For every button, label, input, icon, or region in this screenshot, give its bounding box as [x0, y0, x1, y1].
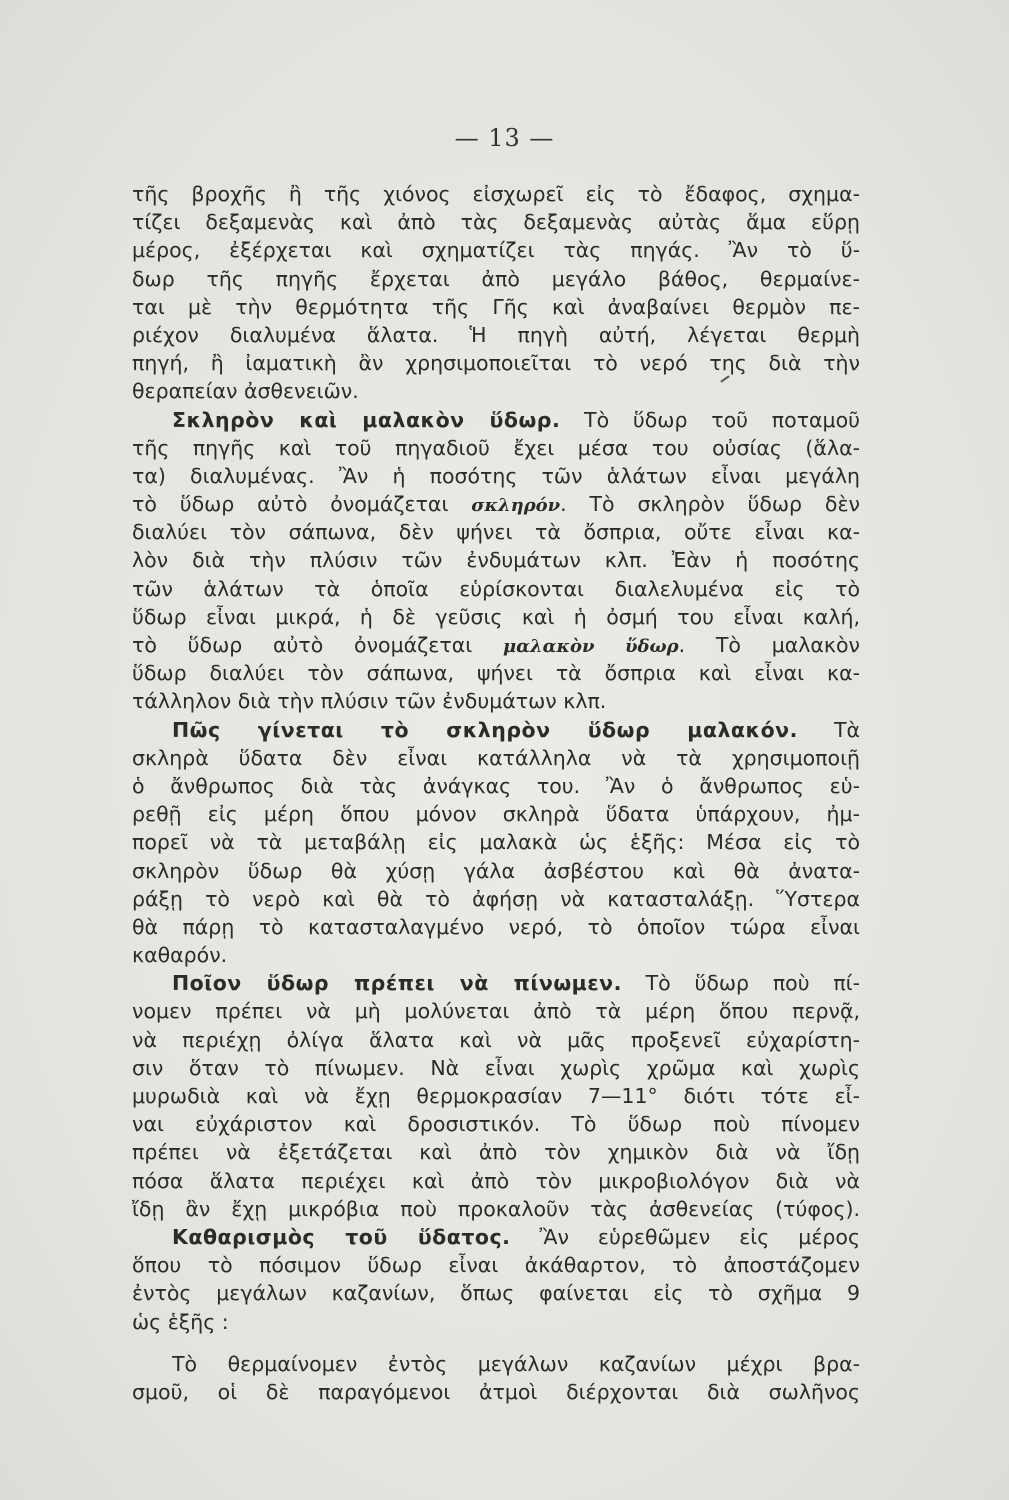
text-line: [132, 603, 860, 631]
text-line: [132, 236, 860, 264]
text-run: τὸ ὕδωρ αὐτὸ ὀνομάζεται: [132, 492, 472, 517]
text-run: θὰ πάρῃ τὸ κατασταλαγμένο νερό, τὸ ὁποῖον τώρα εἶναι: [132, 914, 860, 939]
section-heading: Καθαρισμὸς τοῦ ὕδατος.: [172, 1224, 511, 1249]
text-line: [132, 659, 860, 687]
text-run: ἐντὸς μεγάλων καζανίων, ὅπως φαίνεται εἰς τὸ σχῆμα 9: [132, 1281, 860, 1306]
section-heading: Σκληρὸν καὶ μαλακὸν ὕδωρ.: [172, 407, 561, 432]
text-line: [132, 744, 860, 772]
text-run: τάλληλον διὰ τὴν πλύσιν τῶν ἐνδυμάτων κλπ.: [132, 689, 607, 714]
paragraph-start-line: [132, 406, 860, 434]
text-run: μέρος, ἐξέρχεται καὶ σχηματίζει τὰς πηγάς. Ἂν τὸ ὕ-: [132, 238, 860, 263]
emphasized-term: σκληρόν: [471, 495, 561, 517]
text-run: θεραπείαν ἀσθενειῶν.: [132, 379, 359, 404]
body-text: [132, 180, 860, 1406]
text-line: [132, 1054, 860, 1082]
text-line: [132, 518, 860, 546]
page-number: — 13 —: [454, 124, 555, 152]
text-run: Τὸ ὕδωρ ποὺ πί-: [621, 971, 861, 996]
text-line: [132, 1378, 860, 1406]
text-run: σιν ὅταν τὸ πίνωμεν. Νὰ εἶναι χωρὶς χρῶμα καὶ χωρὶς: [132, 1055, 860, 1080]
text-run: ἴδῃ ἂν ἔχῃ μικρόβια ποὺ προκαλοῦν τὰς ἀσθενείας (τύφος).: [132, 1196, 860, 1221]
text-run: ναι εὐχάριστον καὶ δροσιστικόν. Τὸ ὕδωρ ποὺ πίνομεν: [132, 1112, 860, 1137]
emphasized-term: μαλακὸν ὕδωρ: [502, 636, 679, 657]
text-run: δωρ τῆς πηγῆς ἔρχεται ἀπὸ μεγάλο βάθος, θερμαίνε-: [132, 266, 860, 291]
text-run: διαλύει τὸν σάπωνα, δὲν ψήνει τὰ ὄσπρια, οὔτε εἶναι κα-: [132, 520, 860, 545]
text-line: [132, 828, 860, 856]
text-line: [132, 687, 860, 715]
text-line: [132, 575, 860, 603]
text-run: ριέχον διαλυμένα ἅλατα. Ἡ πηγὴ αὐτή, λέγεται θερμὴ: [132, 322, 860, 347]
text-run: τα) διαλυμένας. Ἂν ἡ ποσότης τῶν ἁλάτων εἶναι μεγάλη: [132, 463, 860, 488]
paragraph-start-line: [132, 1350, 860, 1378]
text-run: ὅπου τὸ πόσιμον ὕδωρ εἶναι ἀκάθαρτον, τὸ ἀποστάζομεν: [132, 1253, 860, 1278]
text-run: τῆς πηγῆς καὶ τοῦ πηγαδιοῦ ἔχει μέσα του οὐσίας (ἅλα-: [132, 435, 860, 460]
section-heading: Ποῖον ὕδωρ πρέπει νὰ πίνωμεν.: [172, 971, 622, 996]
text-line: [132, 1308, 860, 1336]
text-line: [132, 1167, 860, 1195]
text-run: . Τὸ μαλακὸν: [678, 633, 860, 657]
text-run: Ἂν εὑρεθῶμεν εἰς μέρος: [510, 1224, 860, 1249]
text-line: [132, 1110, 860, 1138]
text-line: [132, 1026, 860, 1054]
text-line: [132, 490, 860, 518]
text-line: [132, 434, 860, 462]
text-line: [132, 546, 860, 574]
text-run: ρεθῇ εἰς μέρη ὅπου μόνον σκληρὰ ὕδατα ὑπάρχουν, ἠμ-: [132, 802, 860, 827]
text-line: [132, 1138, 860, 1166]
text-line: [132, 1195, 860, 1223]
text-run: τῆς βροχῆς ἢ τῆς χιόνος εἰσχωρεῖ εἰς τὸ ἔδαφος, σχημα-: [132, 182, 860, 206]
text-run: τὸ ὕδωρ αὐτὸ ὀνομάζεται: [132, 633, 503, 657]
text-run: πόσα ἅλατα περιέχει καὶ ἀπὸ τὸν μικροβιολόγον διὰ νὰ: [132, 1168, 860, 1193]
text-line: [132, 321, 860, 349]
text-run: σμοῦ, οἱ δὲ παραγόμενοι ἀτμοὶ διέρχονται διὰ σωλῆνος: [132, 1379, 860, 1404]
text-run: σκληρὸν ὕδωρ θὰ χύσῃ γάλα ἀσβέστου καὶ θὰ ἀνατα-: [132, 858, 860, 883]
text-line: [132, 857, 860, 885]
text-run: ὁ ἄνθρωπος διὰ τὰς ἀνάγκας του. Ἂν ὁ ἄνθρωπος εὑ-: [132, 773, 860, 798]
text-line: [132, 997, 860, 1025]
text-line: [132, 377, 860, 405]
paragraph-start-line: [132, 969, 860, 997]
text-run: ται μὲ τὴν θερμότητα τῆς Γῆς καὶ ἀναβαίνει θερμὸν πε-: [132, 294, 860, 319]
text-run: πρέπει νὰ ἐξετάζεται καὶ ἀπὸ τὸν χημικὸν διὰ νὰ ἴδῃ: [132, 1140, 860, 1165]
text-line: [132, 941, 860, 969]
text-run: . Τὸ σκληρὸν ὕδωρ δὲν: [560, 492, 860, 517]
text-run: νομεν πρέπει νὰ μὴ μολύνεται ἀπὸ τὰ μέρη ὅπου περνᾷ,: [132, 999, 860, 1024]
text-line: [132, 913, 860, 941]
text-run: ράξῃ τὸ νερὸ καὶ θὰ τὸ ἀφήσῃ νὰ κατασταλάξῃ. Ὕστερα: [132, 886, 860, 911]
text-line: [132, 1279, 860, 1307]
text-run: τῶν ἁλάτων τὰ ὁποῖα εὑρίσκονται διαλελυμένα εἰς τὸ: [132, 576, 860, 601]
text-run: μυρωδιὰ καὶ νὰ ἔχῃ θερμοκρασίαν 7—11° διότι τότε εἶ-: [132, 1084, 860, 1108]
text-run: ὕδωρ εἶναι μικρά, ἡ δὲ γεῦσις καὶ ἡ ὀσμή του εἶναι καλή,: [132, 604, 860, 629]
paragraph-start-line: [132, 1223, 860, 1251]
text-run: ὡς ἑξῆς :: [132, 1309, 229, 1334]
text-line: [132, 208, 860, 236]
text-line: [132, 293, 860, 321]
paragraph-start-line: [132, 716, 860, 744]
text-line: [132, 265, 860, 293]
text-run: καθαρόν.: [132, 943, 228, 968]
text-line: [132, 800, 860, 828]
text-run: νὰ περιέχῃ ὀλίγα ἅλατα καὶ νὰ μᾶς προξενεῖ εὐχαρίστη-: [132, 1027, 860, 1052]
text-line: [132, 1251, 860, 1279]
text-line: [132, 462, 860, 490]
text-line: [132, 180, 860, 208]
text-run: Τὰ: [797, 717, 860, 742]
text-line: [132, 772, 860, 800]
text-line: [132, 349, 860, 377]
text-run: Τὸ ὕδωρ τοῦ ποταμοῦ: [560, 407, 860, 432]
text-run: ὕδωρ διαλύει τὸν σάπωνα, ψήνει τὰ ὄσπρια καὶ εἶναι κα-: [132, 661, 860, 686]
text-line: [132, 631, 860, 659]
text-line: [132, 885, 860, 913]
text-run: πηγή, ἢ ἰαματικὴ ἂν χρησιμοποιεῖται τὸ νερό της διὰ τὴν: [132, 351, 860, 376]
text-line: [132, 1082, 860, 1110]
section-heading: Πῶς γίνεται τὸ σκληρὸν ὕδωρ μαλακόν.: [172, 717, 798, 742]
text-run: τίζει δεξαμενὰς καὶ ἀπὸ τὰς δεξαμενὰς αὐτὰς ἅμα εὕρῃ: [132, 210, 860, 235]
text-run: λὸν διὰ τὴν πλύσιν τῶν ἐνδυμάτων κλπ. Ἐὰν ἡ ποσότης: [132, 548, 860, 573]
text-run: σκληρὰ ὕδατα δὲν εἶναι κατάλληλα νὰ τὰ χρησιμοποιῇ: [132, 745, 860, 770]
text-run: Τὸ θερμαίνομεν ἐντὸς μεγάλων καζανίων μέχρι βρα-: [172, 1351, 860, 1376]
text-run: πορεῖ νὰ τὰ μεταβάλῃ εἰς μαλακὰ ὡς ἑξῆς: Μέσα εἰς τὸ: [132, 830, 860, 855]
